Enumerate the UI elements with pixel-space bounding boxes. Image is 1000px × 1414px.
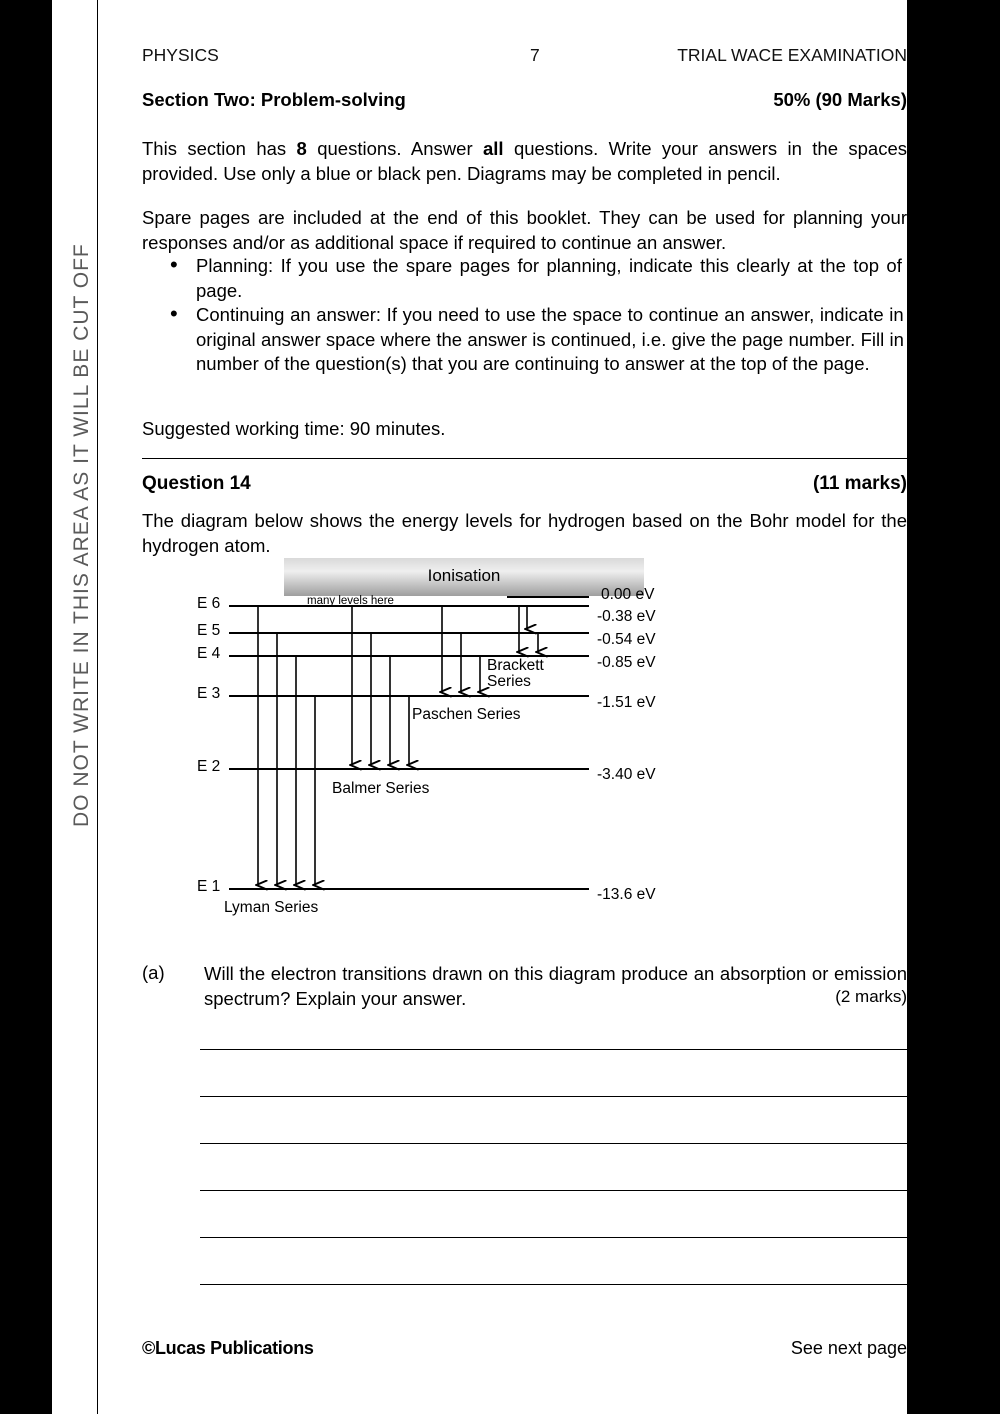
energy-value-ionisation: 0.00 eV: [601, 586, 655, 603]
ionisation-label: Ionisation: [427, 566, 501, 585]
bullet-continuing: • Continuing an answer: If you need to use the space to continue an answer, indicate in the original answer space where the answer is continued, i.e. give the page number. Fill in the number of the question(s) that you are continuing to answer at the top of the page.: [170, 303, 935, 377]
question-header-row: [142, 473, 907, 495]
spare-page-bullets: [142, 254, 935, 377]
answer-line[interactable]: [200, 1049, 907, 1050]
section-instructions: [142, 137, 907, 186]
section-title-row: [142, 89, 907, 111]
series-brackett-line2: Series: [487, 673, 531, 690]
header-subject: PHYSICS: [142, 45, 219, 65]
energy-value-e3: -1.51 eV: [597, 694, 656, 711]
spare-pages-paragraph: Spare pages are included at the end of this booklet. They can be used for planning your responses and/or as additional space if required to continue an answer.: [142, 207, 907, 253]
instr-question-count: 8: [296, 138, 307, 159]
footer-see-next-page: See next page: [790, 1338, 907, 1358]
question-title: Question 14: [142, 473, 251, 494]
level-label-e4: E 4: [197, 645, 221, 662]
question-marks: (11 marks): [812, 473, 907, 494]
instr-part-2: questions. Answer: [306, 138, 483, 159]
page-content: [142, 0, 935, 1414]
section-marks: 50% (90 Marks): [773, 89, 907, 110]
answer-line[interactable]: [200, 1143, 907, 1144]
level-label-e5: E 5: [197, 622, 221, 639]
instr-all-word: all: [483, 138, 504, 159]
energy-level-diagram: [197, 558, 837, 928]
series-brackett-line1: Brackett: [487, 657, 544, 674]
answer-line[interactable]: [200, 1190, 907, 1191]
level-label-e3: E 3: [197, 685, 221, 702]
level-label-e2: E 2: [197, 758, 221, 775]
page-margin-rule: [97, 0, 98, 1414]
energy-value-e4: -0.85 eV: [597, 654, 656, 671]
energy-value-e1: -13.6 eV: [597, 886, 656, 903]
page-sheet: [52, 0, 935, 1414]
level-label-e1: E 1: [197, 878, 221, 895]
section-divider: [142, 458, 907, 459]
series-label-lyman: Lyman Series: [224, 899, 319, 916]
energy-value-e6: -0.38 eV: [597, 608, 656, 625]
working-time: Suggested working time: 90 minutes.: [142, 418, 446, 439]
answer-line[interactable]: [200, 1096, 907, 1097]
header-page-number: 7: [530, 45, 540, 65]
bullet-planning: • Planning: If you use the spare pages for planning, indicate this clearly at the top of the page.: [170, 254, 935, 303]
question-intro: The diagram below shows the energy levels for hydrogen based on the Bohr model for the hydrogen atom.: [142, 510, 907, 556]
part-a-letter: (a): [142, 962, 165, 983]
series-label-balmer: Balmer Series: [332, 780, 430, 797]
instr-part-1: This section has: [142, 138, 297, 159]
level-label-e6: E 6: [197, 595, 221, 612]
energy-value-e2: -3.40 eV: [597, 766, 656, 783]
answer-line[interactable]: [200, 1284, 907, 1285]
instr-part-3: questions. Write your answers in the spaces provided. Use only a blue or black pen. Diagrams may be completed in pencil.: [142, 138, 908, 184]
answer-line[interactable]: [200, 1237, 907, 1238]
part-a-marks: (2 marks): [835, 987, 907, 1006]
header-exam-name: TRIAL WACE EXAMINATION: [677, 45, 907, 65]
energy-value-e5: -0.54 eV: [597, 631, 656, 648]
part-a-text: Will the electron transitions drawn on this diagram produce an absorption or emission spectrum? Explain your answer.: [204, 963, 907, 1009]
footer-publisher: ©Lucas Publications: [142, 1338, 314, 1358]
many-levels-label: many levels here: [307, 595, 394, 607]
series-label-paschen: Paschen Series: [412, 706, 521, 723]
section-title: Section Two: Problem-solving: [142, 89, 406, 110]
do-not-write-notice: DO NOT WRITE IN THIS AREA AS IT WILL BE CUT OFF: [70, 243, 93, 827]
transition-arrows: [197, 558, 837, 928]
